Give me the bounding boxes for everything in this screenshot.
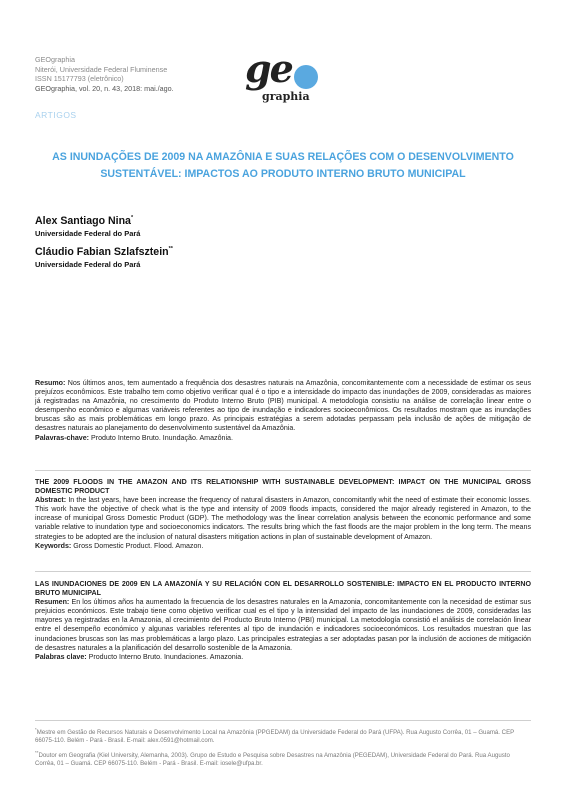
abstract-es: LAS INUNDACIONES DE 2009 EN LA AMAZONÍA Y SU RELACIÓN CON EL DESARROLLO SOSTENIBLE: IMPACTO EN EL PRODUCTO INTERNO BRUTO MUNICIPAL Resumen: En los últimos años ha aumentado la frecuencia de los desastres naturales en la Amazonia, concomitantemente con la necesidad de estimar sus prejuicios económicos. Este trabajo tiene como objetivo verificar cual es el tipo y la intensidad del impacto de las inundaciones de 2009, consideradas las mayores ya registradas en la Amazonia, al crecimiento del Producto Bruto Interno (PBI) municipal. La metodología consistió el análisis de correlación linear entre el desempeño económico y algunas variables referentes al tipo de inundación e indicadores socioeconómicos. Los resultados muestran que las inundaciones bruscas son las mas problemáticas a largo plazo. Las principales estrategias a ser adoptadas pasan por la inclusión de acciones de mitigación de desastres naturales a la planificación del desarrollo sostenible de la Amazonia. Palabras clave: Producto Interno Bruto. Inundaciones. Amazonia. [35,580,531,661]
logo-ge-text: ge [245,46,292,91]
journal-meta [35,55,174,93]
footnote-divider [35,720,531,721]
logo-circle-icon [294,65,318,89]
footnotes [35,726,531,772]
footnote: *Mestre em Gestão de Recursos Naturais e Desenvolvimento Local na Amazônia (PPGEDAM) da Universidade Federal do Pará (UFPA). Rua Augusto Corrêa, 01 – Guamá. CEP 66075-110. Belém - Pará - Brasil. E-mail: alex.0591@hotmail.com. [35,727,515,745]
journal-citation: GEOgraphia, vol. 20, n. 43, 2018: mai./ago. [35,83,174,93]
journal-issn: ISSN 15177793 (eletrônico) [35,74,124,84]
divider [35,470,531,471]
author-affiliation: Universidade Federal do Pará [35,260,141,269]
abstract-pt: Resumo: Nos últimos anos, tem aumentado a frequência dos desastres naturais na Amazônia, concomitantemente com a necessidade de estimar os seus prejuízos econômicos. Este trabalho tem como objetivo verificar qual é o tipo e a intensidade do impacto das inundações de 2009, consideradas as maiores já registradas na Amazônia, no crescimento do Produto Interno Bruto (PIB) municipal. A metodologia consistiu na análise de correlação linear entre o desempenho econômico e algumas variáveis referentes ao tipo de inundação e indicadores socioeconômicos. Os resultados mostram que as inundações bruscas são as mais problemáticas em longo prazo. As principais estratégias a serem adotadas perpassam pela inclusão de ações de mitigação de desastres naturais ao planejamento do desenvolvimento sustentável da Amazônia. Palavras-chave: Produto Interno Bruto. Inundação. Amazônia. [35,379,531,442]
abstract-en: THE 2009 FLOODS IN THE AMAZON AND ITS RELATIONSHIP WITH SUSTAINABLE DEVELOPMENT: IMPACT ON THE MUNICIPAL GROSS DOMESTIC PRODUCT Abstract: In the last years, have been increase the frequency of natural disasters in Amazon, concomitantly whit the need of estimate their economic losses. This work have the objective of check what is the type and intensity of 2009 floods impacts, considered the major already registered in Amazon, to the increase of municipal Gross Domestic Product (GDP). The methodology was the linear correlation analysis between the economic performance and some variable relative to inundation type and socioeconomics indicators. The results bring which the fast floods are the major problem in the long term. The means strategies to be adopted are the inclusion of natural disasters mitigation actions in plan of sustainable development of Amazon. Keywords: Gross Domestic Product. Flood. Amazon. [35,478,531,550]
author-name: Cláudio Fabian Szlafsztein** [35,246,173,258]
journal-logo [245,46,335,112]
article-title: AS INUNDAÇÕES DE 2009 NA AMAZÔNIA E SUAS RELAÇÕES COM O DESENVOLVIMENTO SUSTENTÁVEL: IMPACTOS AO PRODUTO INTERNO BRUTO MUNICIPAL [52,151,514,180]
journal-name: GEOgraphia [35,55,75,64]
section-label: ARTIGOS [35,110,77,120]
logo-graphia-text: graphia [262,90,310,103]
divider [35,571,531,572]
author-affiliation: Universidade Federal do Pará [35,229,141,238]
authors [35,212,525,274]
journal-institution: Niterói, Universidade Federal Fluminense [35,64,168,74]
footnote: **Doutor em Geografia (Kiel University, Alemanha, 2003). Grupo de Estudo e Pesquisa sobre Desastres na Amazônia (PEGEDAM), Universidade Federal do Pará. Rua Augusto Corrêa, 01 – Guamá. CEP 66075-110. Belém - Pará - Brasil. E-mail: iosele@ufpa.br. [35,749,510,768]
author-name: Alex Santiago Nina* [35,215,134,227]
